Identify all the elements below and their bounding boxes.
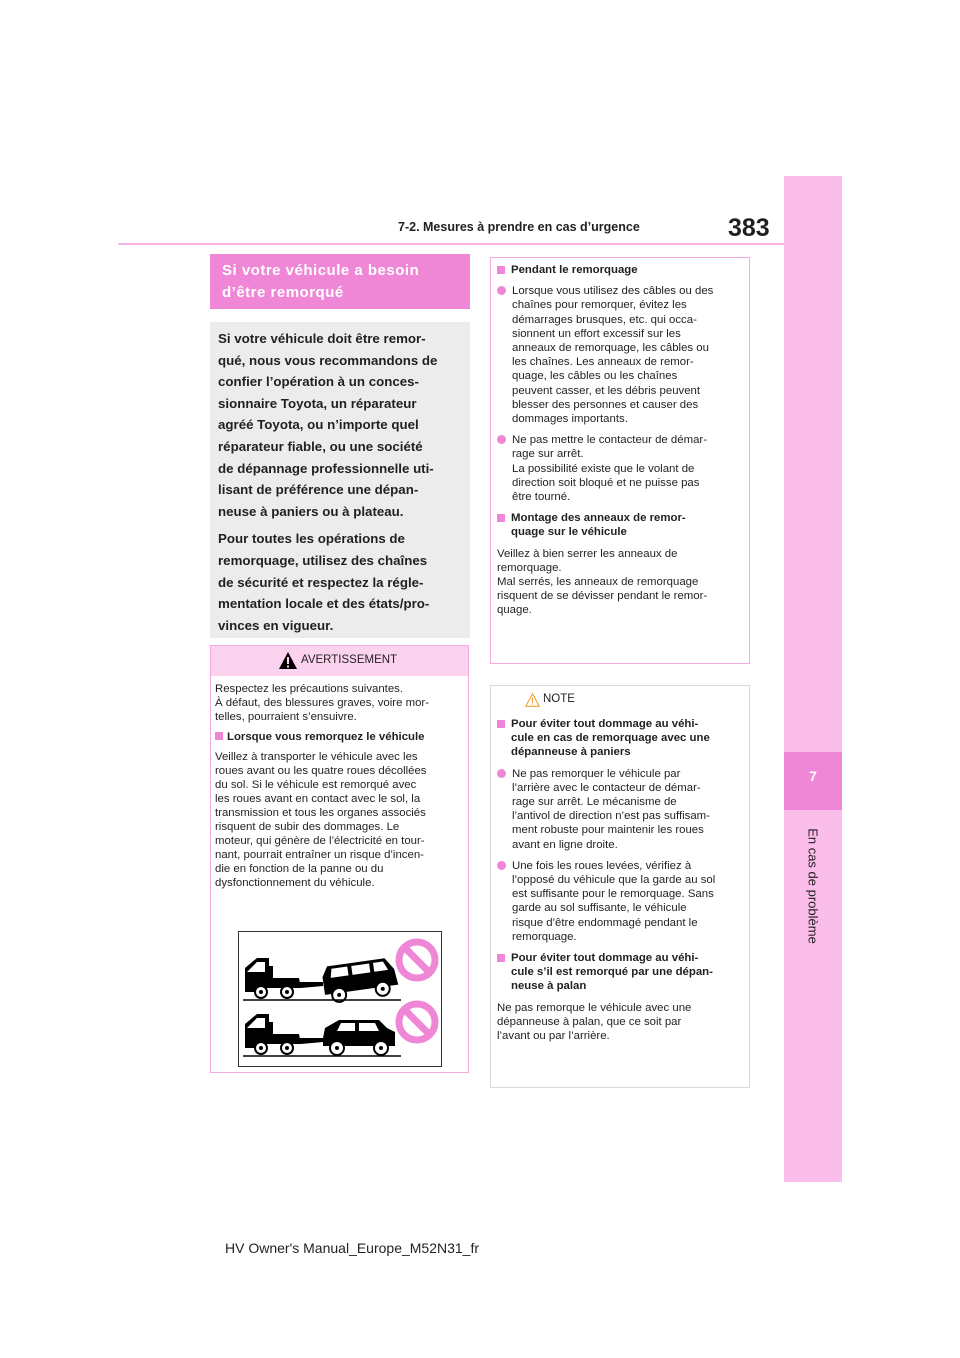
car-icon <box>321 957 399 1004</box>
towing-prohibited-diagram <box>239 932 441 1066</box>
prohibited-icon <box>399 942 435 978</box>
warning-intro: Respectez les précautions suivantes. À défaut, des blessures graves, voire mor- telles, pourraient s’ensuivre. <box>215 683 429 723</box>
towing-caution-body <box>497 263 741 625</box>
note-heading <box>497 951 741 994</box>
warning-box <box>210 645 469 1073</box>
page-number: 383 <box>728 214 770 242</box>
square-bullet-icon <box>497 954 505 962</box>
round-bullet-icon <box>497 435 506 444</box>
car-icon <box>323 1020 395 1055</box>
prohibited-icon <box>399 1004 435 1040</box>
section-title: 7-2. Mesures à prendre en cas d’urgence <box>398 220 640 234</box>
tow-truck-icon <box>245 958 323 998</box>
square-bullet-icon <box>497 266 505 274</box>
square-bullet-icon <box>497 514 505 522</box>
warning-body <box>215 682 465 896</box>
warning-triangle-icon <box>279 652 297 669</box>
warning-title: AVERTISSEMENT <box>301 654 398 666</box>
intro-paragraph: Pour toutes les opérations de remorquage, utilisez des chaînes de sécurité et respectez la régle- mentation locale et des états/pro- vinces en vigueur. <box>218 531 430 633</box>
note-bullet-text: Ne pas remorquer le véhicule par l’arrière avec le contacteur de démar- rage sur arrêt. Le mécanisme de l’antivol de direction n’est pas suffisam- ment robuste pour maintenir les roues avant en ligne droite. <box>512 767 710 851</box>
note-heading-text: Pour éviter tout dommage au véhi- cule s’il est remorqué par une dépan- neuse à palan <box>511 952 713 993</box>
intro-paragraph: Si votre véhicule doit être remor- qué, nous vous recommandons de confier l’opération à un conces- sionnaire Toyota, un réparateur agréé Toyota, ou n’importe quel réparateur fiable, ou une société de dépannage professionnelle uti- lisant de préférence une dépan- neuse à paniers ou à plateau. <box>218 331 438 519</box>
note-heading-text: Pour éviter tout dommage au véhi- cule en cas de remorquage avec une dépanneuse à paniers <box>511 718 710 759</box>
note-heading <box>497 717 741 760</box>
intro-box <box>210 322 470 638</box>
note-bullet <box>497 859 741 944</box>
chapter-number: 7 <box>809 768 817 784</box>
warning-subheading-text: Lorsque vous remorquez le véhicule <box>227 731 425 743</box>
round-bullet-icon <box>497 286 506 295</box>
chapter-label: En cas de problème <box>805 828 821 944</box>
note-triangle-icon <box>525 693 540 707</box>
caution-heading <box>497 511 741 539</box>
round-bullet-icon <box>497 861 506 870</box>
towing-illustration <box>238 931 442 1067</box>
caution-body-text: Veillez à bien serrer les anneaux de remorquage. Mal serrés, les anneaux de remorquage risquent de se dévisser pendant le remor- quage. <box>497 547 708 617</box>
note-box <box>490 685 750 1088</box>
towing-caution-box <box>490 257 750 664</box>
caution-heading <box>497 263 741 277</box>
caution-bullet <box>497 433 741 504</box>
note-title: NOTE <box>543 693 575 705</box>
section-heading-line1: Si votre véhicule a besoin <box>222 262 420 279</box>
note-body-text: Ne pas remorque le véhicule avec une dépanneuse à palan, que ce soit par l’avant ou par l’arrière. <box>497 1001 692 1043</box>
warning-header <box>211 646 468 676</box>
round-bullet-icon <box>497 769 506 778</box>
caution-heading-text: Montage des anneaux de remor- quage sur le véhicule <box>511 512 686 539</box>
caution-heading-text: Pendant le remorquage <box>511 264 638 276</box>
caution-bullet-text: Ne pas mettre le contacteur de démar- rage sur arrêt. La possibilité existe que le volant de direction soit bloqué et ne puisse pas être tourné. <box>512 434 707 504</box>
warning-subheading <box>215 730 465 744</box>
note-bullet-text: Une fois les roues levées, vérifiez à l’opposé du véhicule que la garde au sol est suffisante pour le remorquage. Sans garde au sol suffisante, le véhicule risque d’être endommagé pendant le remorquage. <box>512 859 716 943</box>
square-bullet-icon <box>497 720 505 728</box>
note-bullet <box>497 767 741 852</box>
chapter-side-tab <box>784 176 842 1182</box>
header-rule <box>118 243 784 245</box>
caution-bullet <box>497 284 741 426</box>
warning-text: Veillez à transporter le véhicule avec les roues avant ou les quatre roues décollées du sol. Si le véhicule est remorqué avec les roues avant en contact avec le sol, la transmission et tous les organes associés risquent de subir des dommages. Le moteur, qui génère de l’électricité en tour- nant, pourrait entraîner un risque d’incen- die en fonction de la panne ou du dysfonctionnement du véhicule. <box>215 751 427 889</box>
section-heading-line2: d’être remorqué <box>222 284 344 301</box>
tow-truck-icon <box>245 1014 323 1054</box>
footer-text: HV Owner's Manual_Europe_M52N31_fr <box>225 1240 480 1256</box>
square-bullet-icon <box>215 732 223 740</box>
note-body <box>497 717 741 1050</box>
section-heading <box>210 254 470 309</box>
caution-bullet-text: Lorsque vous utilisez des câbles ou des chaînes pour remorquer, évitez les démarrages brusques, etc. qui occa- sionnent un effort excessif sur les anneaux de remorquage, les câbles ou les chaînes. Les anneaux de remor- quage, les câbles ou les chaînes peuvent casser, et les débris peuvent blesser des personnes et causer des dommages importants. <box>512 285 714 426</box>
